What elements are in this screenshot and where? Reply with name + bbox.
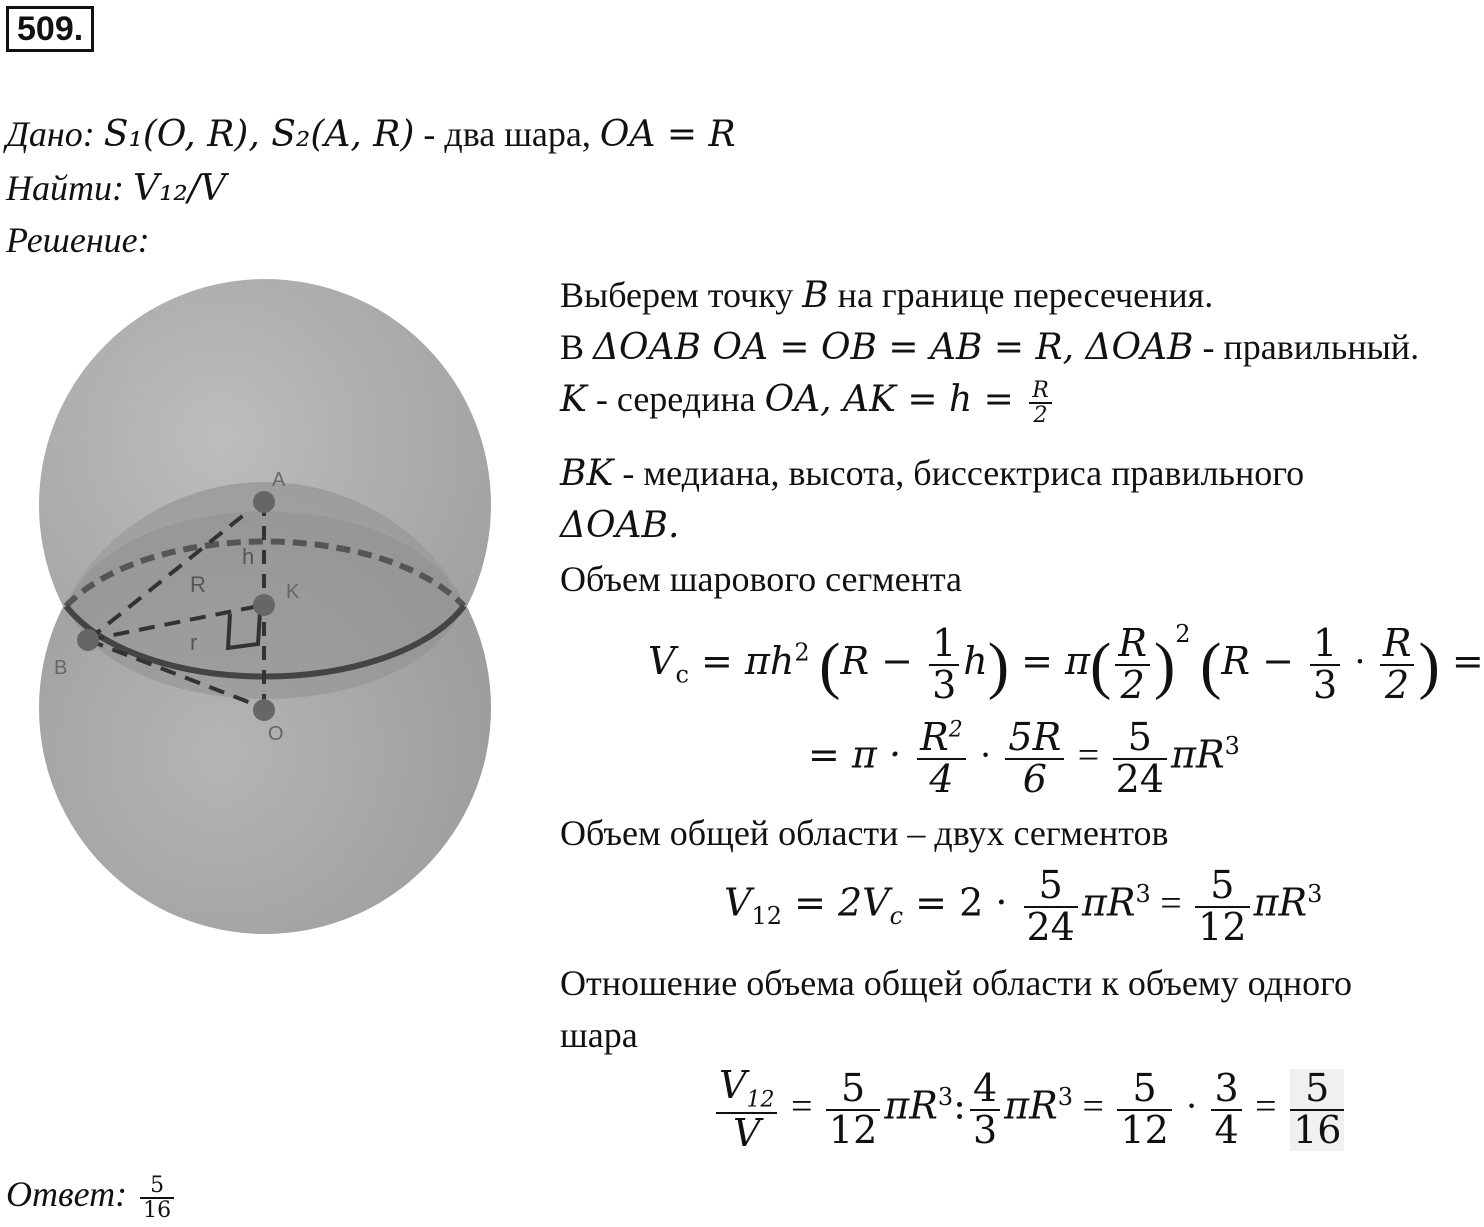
label-O: O [268, 723, 284, 745]
given-desc: - два шара, [414, 114, 600, 154]
formula-segment-volume-result: = π · $\frac{R^2}{4}$ · $\frac{5R}{6}$ = $\frac{5}{24}$ $\pi R^3$ [808, 715, 1240, 801]
label-h: h [242, 544, 255, 569]
find-line: Найти: V₁₂/V [6, 168, 226, 209]
final-fraction: $\frac{5}{16}$ [1290, 1069, 1344, 1151]
label-R: R [190, 572, 206, 597]
given-spheres: S₁(O, R), S₂(A, R) [103, 114, 415, 155]
text-line-3: K - середина OA, AK = h = $\frac{R}{2}$ [560, 378, 1056, 427]
point-B [77, 629, 99, 651]
formula-ratio: $\frac{V_{12}}{V}$ = $\frac{5}{12}$ $\pi R^3$: $\frac{4}{3}$ $\pi R^3$ = $\frac{5}{12}$ · $\frac{3}{4}$ = $\frac{5}{16}$ [712, 1066, 1348, 1154]
find-label: Найти [6, 168, 112, 208]
solution-label: Решение [6, 220, 138, 260]
point-K [253, 594, 275, 616]
find-value: V₁₂/V [133, 168, 226, 209]
text-line-8: Отношение объема общей области к объему одного [560, 963, 1353, 1003]
given-line: Дано: S₁(O, R), S₂(A, R) - два шара, OA = R [6, 114, 736, 155]
text-line-7: Объем общей области – двух сегментов [560, 813, 1169, 853]
answer-line: Ответ: $\frac{5}{16}$ [6, 1168, 178, 1222]
given-label: Дано [6, 114, 83, 154]
point-A [253, 491, 275, 513]
text-line-6: Объем шарового сегмента [560, 559, 962, 599]
text-line-5: ΔOAB. [560, 505, 680, 546]
text-line-2: В ΔOAB OA = OB = AB = R, ΔOAB - правильный. [560, 327, 1420, 368]
problem-number: 509. [6, 6, 94, 52]
label-K: K [286, 581, 300, 603]
answer-label: Ответ [6, 1174, 116, 1214]
text-line-4: BK - медиана, высота, биссектриса правильного [560, 453, 1305, 494]
solution-heading: Решение: [6, 220, 150, 260]
label-B: B [54, 657, 68, 679]
text-line-9: шара [560, 1015, 638, 1055]
label-A: A [272, 469, 286, 491]
answer-fraction: $\frac{5}{16}$ [140, 1174, 174, 1222]
formula-common-volume: $V_{12} = 2V_c = 2$ · $\frac{5}{24}$ $\pi R^3$ = $\frac{5}{12}$ $\pi R^3$ [724, 863, 1323, 949]
label-r: r [190, 630, 198, 655]
formula-segment-volume: $V_с = \pi h^2$ (R − $\frac{1}{3}$ h) = π( $\frac{R}{2}$ )$^2$ (R − $\frac{1}{3}$ · $\frac{R}{2}$ ) = [648, 620, 1484, 708]
text-line-1: Выберем точку B на границе пересечения. [560, 275, 1214, 316]
fraction-R-over-2: $\frac{R}{2}$ [1029, 379, 1052, 427]
point-O [253, 699, 275, 721]
two-spheres-figure [30, 280, 500, 945]
given-condition: OA = R [599, 114, 736, 155]
